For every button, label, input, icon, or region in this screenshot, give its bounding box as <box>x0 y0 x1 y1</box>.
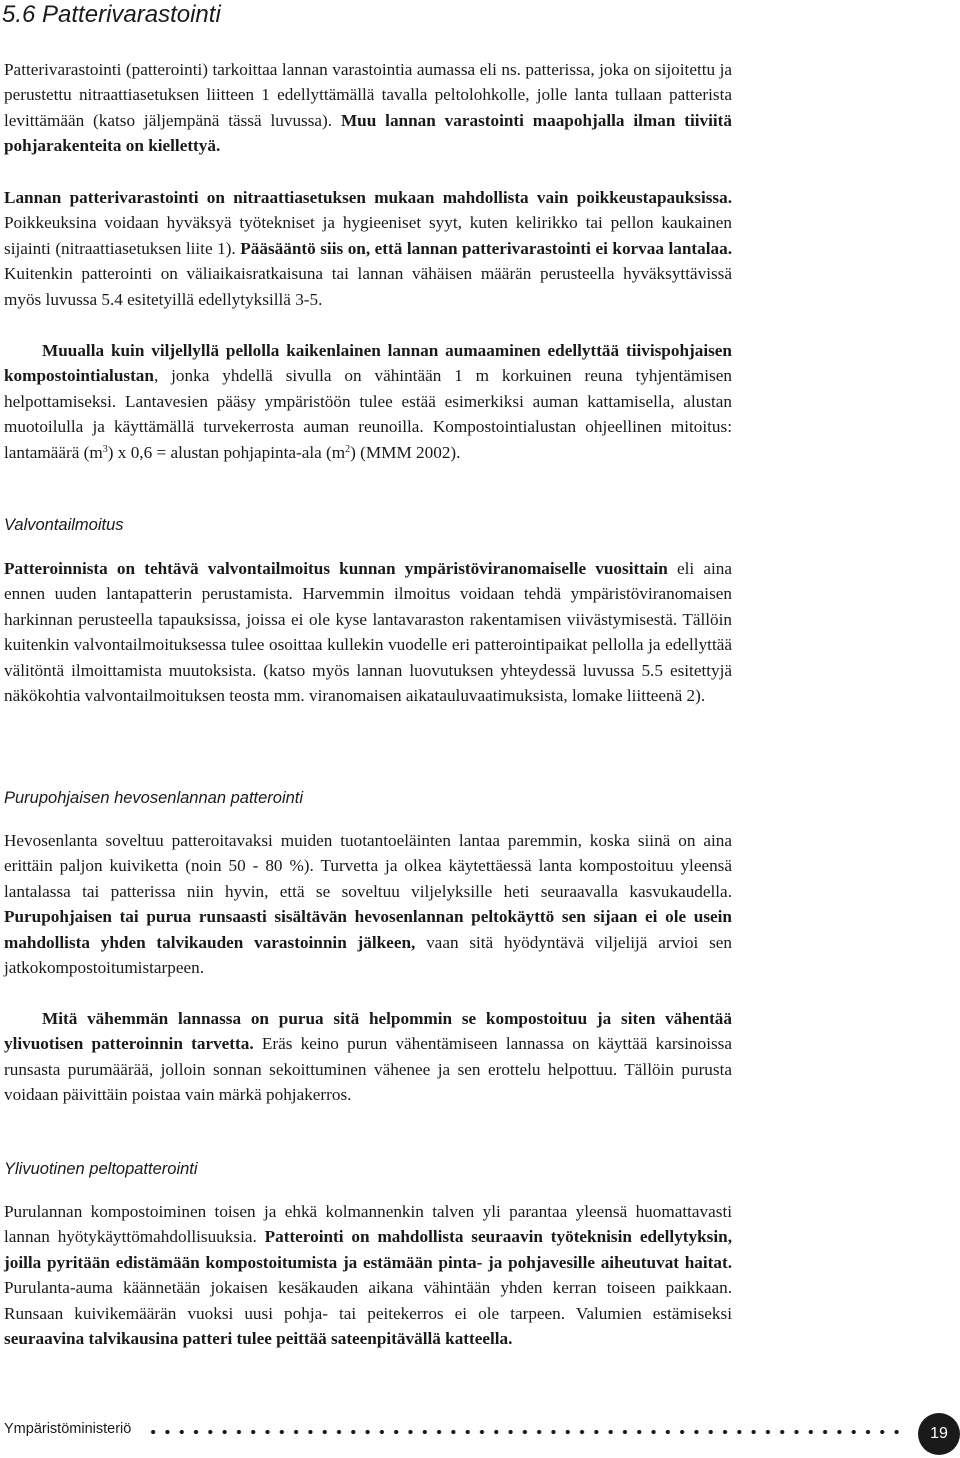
text-run: Patterivarastointi (patterointi) tarkoittaa lannan varastointia aumassa eli ns. patterissa, joka on sijoitettu ja perustettu nitraattiasetuksen liitteen 1 edellyttämällä tavalla peltolohkolle, jolle lanta tullaan patterista levittämään (katso jäljempänä tässä luvussa). <box>4 60 732 130</box>
paragraph-composting-platform <box>4 338 732 465</box>
text-run: Purulanta-auma käännetään jokaisen kesäkauden aikana vähintään yhden kerran toiseen paikkaan. Runsaan kuivikemäärän vuoksi uusi pohja- tai peitekerros ei ole tarpeen. Valumien estämiseksi <box>4 1278 732 1323</box>
subheading-valvontailmoitus: Valvontailmoitus <box>4 516 124 534</box>
text-run: Eräs keino purun vähentämiseen lannassa on käyttää karsinoissa runsasta purumäärää, jolloin sonnan sekoittuminen vähenee ja sen erottelu helpottuu. Tällöin purusta voidaan päivittäin poistaa vain märkä pohjakerros. <box>4 1034 732 1105</box>
paragraph-horse-manure <box>4 828 732 980</box>
paragraph-notification <box>4 556 732 708</box>
section-title: 5.6 Patterivarastointi <box>2 1 221 28</box>
paragraph-perennial-piling <box>4 1199 732 1351</box>
text-run: ) x 0,6 = alustan pohjapinta-ala (m <box>107 442 346 462</box>
superscript: 2 <box>345 443 351 455</box>
text-run: , jonka yhdellä sivulla on vähintään 1 m korkuinen reuna tyhjentämisen helpottamiseksi. Lantavesien pääsy ympäristöön tulee estää esimerkiksi auman kattamisella, alustan muotoilulla ja käyttämällä turvekerrosta auman reunoilla. Kompostointialustan ohjeellinen mitoitus: lantamäärä (m <box>4 366 732 462</box>
text-run: vaan sitä hyödyntävä viljelijä arvioi sen jatkokompostoitumistarpeen. <box>4 932 732 978</box>
bold-run: Patteroinnista on tehtävä valvontailmoitus kunnan ympäristöviranomaiselle vuosittain <box>4 559 668 578</box>
subheading-perennial-field-piling: Ylivuotinen peltopatterointi <box>4 1160 198 1178</box>
text-run: Hevosenlanta soveltuu patteroitavaksi muiden tuotantoeläinten lantaa paremmin, koska siinä on aina erittäin paljon kuiviketta (noin 50 - 80 %). Turvetta ja olkea käytettäessä lanta kompostoituu yleensä lantalassa tai patterissa niin hyvin, että se soveltuu viljelyksille heti seuraavalla kasvukaudella. <box>4 831 732 901</box>
page-number: 19 <box>930 1425 948 1442</box>
paragraph-exceptions <box>4 185 732 312</box>
page-number-badge <box>918 1413 960 1455</box>
bold-run: Mitä vähemmän lannassa on purua sitä helpommin se kompostoituu ja siten vähentää ylivuotisen patteroinnin tarvetta. <box>4 1009 732 1054</box>
superscript: 3 <box>102 443 108 455</box>
text-run: Poikkeuksina voidaan hyväksyä työtekniset ja hygieeniset syyt, kuten kelirikko tai pellon kaukainen sijainti (nitraattiasetuksen liite 1). <box>4 213 732 258</box>
bold-run: Purupohjaisen tai purua runsaasti sisältävän hevosenlannan peltokäyttö sen sijaan ei ole usein mahdollista yhden talvikauden varastoinnin jälkeen, <box>4 907 732 952</box>
bold-run: Patterointi on mahdollista seuraavin työteknisin edellytyksin, joilla pyritään edistämään kompostoitumista ja estämään pinta- ja pohjavesille aiheutuvat haitat. <box>4 1227 732 1272</box>
bold-run: Lannan patterivarastointi on nitraattiasetuksen mukaan mahdollista vain poikkeustapauksissa. <box>4 188 732 207</box>
text-run: Purulannan kompostoiminen toisen ja ehkä kolmannenkin talven yli parantaa yleensä huomattavasti lannan hyötykäyttömahdollisuuksia. <box>4 1202 732 1247</box>
bold-run: Muu lannan varastointi maapohjalla ilman tiiviitä pohjarakenteita on kiellettyä. <box>4 110 732 156</box>
bold-run: Pääsääntö siis on, että lannan patterivarastointi ei korvaa lantalaa. <box>240 238 732 258</box>
dotted-leader <box>146 1429 900 1435</box>
subheading-horse-manure: Purupohjaisen hevosenlannan patterointi <box>4 789 304 807</box>
page-footer <box>4 1413 960 1453</box>
text-run: Kuitenkin patterointi on väliaikaisratkaisuna tai lannan vähäisen määrän perusteella hyväksyttävissä myös luvussa 5.4 esitetyillä edellytyksillä 3-5. <box>4 264 732 309</box>
text-run: ) (MMM 2002). <box>350 442 461 462</box>
bold-run: seuraavina talvikausina patteri tulee peittää sateenpitävällä katteella. <box>4 1329 513 1349</box>
bold-run: Muualla kuin viljellyllä pellolla kaikenlainen lannan aumaaminen edellyttää tiivispohjaisen kompostointialustan <box>4 341 732 386</box>
paragraph-sawdust <box>4 1006 732 1108</box>
text-run: eli aina ennen uuden lantapatterin perustamista. Harvemmin ilmoitus voidaan tehdä ympäristöviranomaisen harkinnan perusteella tapauksissa, joissa ei ole kyse lantavaraston rakentamisen viivästymisestä. Tällöin kuitenkin valvontailmoituksessa tulee osoittaa kullekin vuodelle eri patterointipaikat pellolla ja edellyttää välitöntä ilmoittamista muutoksista. (katso myös lannan luovutuksen yhteydessä luvussa 5.5 esitettyjä näkökohtia valvontailmoituksen teosta mm. viranomaisen aikatauluvaatimuksista, lomake liitteenä 2). <box>4 559 732 706</box>
publisher-name: Ympäristöministeriö <box>4 1421 132 1437</box>
paragraph-definition <box>4 57 732 159</box>
